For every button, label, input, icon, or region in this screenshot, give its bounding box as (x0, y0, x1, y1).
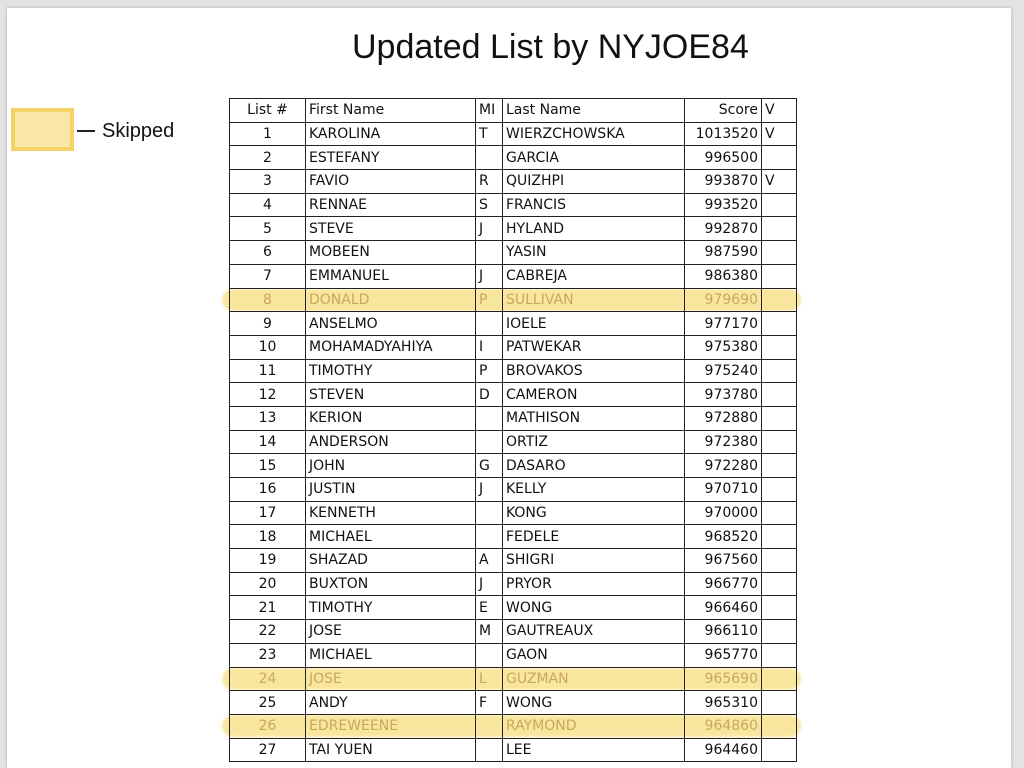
v-cell (762, 525, 797, 549)
table-row (230, 406, 797, 430)
last-name-cell: YASIN (503, 241, 685, 265)
last-name-cell: SHIGRI (503, 549, 685, 573)
list-number-cell: 8 (230, 288, 306, 312)
score-cell: 972380 (685, 430, 762, 454)
v-cell (762, 501, 797, 525)
table-row (230, 549, 797, 573)
table-row (230, 691, 797, 715)
middle-initial-cell: F (476, 691, 503, 715)
middle-initial-cell (476, 525, 503, 549)
v-cell (762, 406, 797, 430)
first-name-cell: ANSELMO (306, 312, 476, 336)
list-number-cell: 7 (230, 264, 306, 288)
v-cell (762, 430, 797, 454)
score-cell: 965690 (685, 667, 762, 691)
last-name-cell: GAON (503, 643, 685, 667)
table-row (230, 170, 797, 194)
score-cell: 965770 (685, 643, 762, 667)
table-row (230, 288, 797, 312)
score-cell: 993870 (685, 170, 762, 194)
first-name-cell: EMMANUEL (306, 264, 476, 288)
legend-label: Skipped (102, 120, 175, 142)
table-row (230, 738, 797, 762)
middle-initial-cell (476, 312, 503, 336)
score-cell: 972880 (685, 406, 762, 430)
middle-initial-cell: P (476, 359, 503, 383)
list-number-cell: 3 (230, 170, 306, 194)
middle-initial-cell: E (476, 596, 503, 620)
header-score: Score (685, 99, 762, 123)
middle-initial-cell: I (476, 335, 503, 359)
table-row (230, 596, 797, 620)
last-name-cell: MATHISON (503, 406, 685, 430)
score-cell: 964860 (685, 714, 762, 738)
last-name-cell: WIERZCHOWSKA (503, 122, 685, 146)
middle-initial-cell: J (476, 572, 503, 596)
score-cell: 967560 (685, 549, 762, 573)
first-name-cell: SHAZAD (306, 549, 476, 573)
middle-initial-cell: G (476, 454, 503, 478)
last-name-cell: SULLIVAN (503, 288, 685, 312)
first-name-cell: MICHAEL (306, 643, 476, 667)
middle-initial-cell (476, 146, 503, 170)
middle-initial-cell: D (476, 383, 503, 407)
score-cell: 972280 (685, 454, 762, 478)
v-cell (762, 620, 797, 644)
last-name-cell: KELLY (503, 478, 685, 502)
v-cell (762, 714, 797, 738)
v-cell (762, 335, 797, 359)
first-name-cell: FAVIO (306, 170, 476, 194)
table-row (230, 714, 797, 738)
middle-initial-cell (476, 241, 503, 265)
first-name-cell: JOHN (306, 454, 476, 478)
score-cell: 992870 (685, 217, 762, 241)
table-row (230, 667, 797, 691)
list-number-cell: 23 (230, 643, 306, 667)
table-row (230, 454, 797, 478)
first-name-cell: STEVEN (306, 383, 476, 407)
table-row (230, 359, 797, 383)
legend-leader-line (77, 130, 95, 132)
last-name-cell: QUIZHPI (503, 170, 685, 194)
last-name-cell: LEE (503, 738, 685, 762)
middle-initial-cell (476, 501, 503, 525)
score-cell: 964460 (685, 738, 762, 762)
table-row (230, 217, 797, 241)
middle-initial-cell: J (476, 478, 503, 502)
v-cell (762, 738, 797, 762)
table-row (230, 643, 797, 667)
v-cell (762, 454, 797, 478)
list-number-cell: 12 (230, 383, 306, 407)
first-name-cell: STEVE (306, 217, 476, 241)
v-cell (762, 691, 797, 715)
v-cell (762, 478, 797, 502)
table-row (230, 525, 797, 549)
legend-swatch (11, 108, 74, 151)
first-name-cell: JUSTIN (306, 478, 476, 502)
score-cell: 1013520 (685, 122, 762, 146)
first-name-cell: KENNETH (306, 501, 476, 525)
header-list-number: List # (230, 99, 306, 123)
table-row (230, 383, 797, 407)
score-cell: 970000 (685, 501, 762, 525)
list-number-cell: 20 (230, 572, 306, 596)
last-name-cell: FEDELE (503, 525, 685, 549)
score-cell: 979690 (685, 288, 762, 312)
v-cell (762, 217, 797, 241)
first-name-cell: TIMOTHY (306, 596, 476, 620)
table-row (230, 312, 797, 336)
score-cell: 970710 (685, 478, 762, 502)
v-cell (762, 596, 797, 620)
list-number-cell: 19 (230, 549, 306, 573)
first-name-cell: JOSE (306, 667, 476, 691)
first-name-cell: KAROLINA (306, 122, 476, 146)
v-cell: V (762, 122, 797, 146)
list-number-cell: 9 (230, 312, 306, 336)
v-cell (762, 549, 797, 573)
list-number-cell: 1 (230, 122, 306, 146)
table-row (230, 501, 797, 525)
last-name-cell: PATWEKAR (503, 335, 685, 359)
v-cell (762, 359, 797, 383)
table-body (230, 122, 797, 762)
first-name-cell: BUXTON (306, 572, 476, 596)
table-row (230, 335, 797, 359)
v-cell (762, 383, 797, 407)
score-cell: 987590 (685, 241, 762, 265)
score-cell: 986380 (685, 264, 762, 288)
page-title: Updated List by NYJOE84 (352, 28, 749, 66)
v-cell (762, 643, 797, 667)
list-number-cell: 16 (230, 478, 306, 502)
first-name-cell: ANDY (306, 691, 476, 715)
last-name-cell: BROVAKOS (503, 359, 685, 383)
middle-initial-cell (476, 738, 503, 762)
list-number-cell: 21 (230, 596, 306, 620)
list-number-cell: 15 (230, 454, 306, 478)
table-row (230, 146, 797, 170)
v-cell (762, 572, 797, 596)
middle-initial-cell: S (476, 193, 503, 217)
last-name-cell: FRANCIS (503, 193, 685, 217)
first-name-cell: TIMOTHY (306, 359, 476, 383)
list-number-cell: 18 (230, 525, 306, 549)
list-number-cell: 11 (230, 359, 306, 383)
last-name-cell: CAMERON (503, 383, 685, 407)
middle-initial-cell: L (476, 667, 503, 691)
list-number-cell: 14 (230, 430, 306, 454)
last-name-cell: CABREJA (503, 264, 685, 288)
score-cell: 993520 (685, 193, 762, 217)
first-name-cell: DONALD (306, 288, 476, 312)
last-name-cell: IOELE (503, 312, 685, 336)
score-cell: 966770 (685, 572, 762, 596)
v-cell (762, 312, 797, 336)
list-number-cell: 6 (230, 241, 306, 265)
score-cell: 977170 (685, 312, 762, 336)
v-cell (762, 193, 797, 217)
middle-initial-cell: R (476, 170, 503, 194)
score-cell: 965310 (685, 691, 762, 715)
score-cell: 966110 (685, 620, 762, 644)
middle-initial-cell: A (476, 549, 503, 573)
list-number-cell: 22 (230, 620, 306, 644)
list-number-cell: 10 (230, 335, 306, 359)
table-row (230, 478, 797, 502)
score-cell: 996500 (685, 146, 762, 170)
last-name-cell: WONG (503, 691, 685, 715)
middle-initial-cell: P (476, 288, 503, 312)
first-name-cell: KERION (306, 406, 476, 430)
list-number-cell: 4 (230, 193, 306, 217)
first-name-cell: MOBEEN (306, 241, 476, 265)
table-row (230, 572, 797, 596)
middle-initial-cell (476, 714, 503, 738)
first-name-cell: MICHAEL (306, 525, 476, 549)
first-name-cell: JOSE (306, 620, 476, 644)
first-name-cell: ANDERSON (306, 430, 476, 454)
first-name-cell: TAI YUEN (306, 738, 476, 762)
table-row (230, 264, 797, 288)
score-cell: 968520 (685, 525, 762, 549)
table-header-row (230, 99, 797, 123)
header-last-name: Last Name (503, 99, 685, 123)
first-name-cell: MOHAMADYAHIYA (306, 335, 476, 359)
middle-initial-cell (476, 406, 503, 430)
v-cell (762, 264, 797, 288)
document-page (7, 8, 1011, 768)
v-cell (762, 146, 797, 170)
score-cell: 973780 (685, 383, 762, 407)
last-name-cell: GUZMAN (503, 667, 685, 691)
first-name-cell: RENNAE (306, 193, 476, 217)
table-row (230, 620, 797, 644)
list-number-cell: 2 (230, 146, 306, 170)
v-cell (762, 288, 797, 312)
last-name-cell: GAUTREAUX (503, 620, 685, 644)
list-number-cell: 26 (230, 714, 306, 738)
last-name-cell: DASARO (503, 454, 685, 478)
v-cell (762, 241, 797, 265)
last-name-cell: GARCIA (503, 146, 685, 170)
last-name-cell: PRYOR (503, 572, 685, 596)
score-cell: 975380 (685, 335, 762, 359)
list-number-cell: 17 (230, 501, 306, 525)
middle-initial-cell (476, 430, 503, 454)
table-row (230, 122, 797, 146)
list-number-cell: 5 (230, 217, 306, 241)
score-cell: 975240 (685, 359, 762, 383)
last-name-cell: WONG (503, 596, 685, 620)
list-number-cell: 27 (230, 738, 306, 762)
v-cell (762, 667, 797, 691)
middle-initial-cell (476, 643, 503, 667)
middle-initial-cell: T (476, 122, 503, 146)
middle-initial-cell: J (476, 217, 503, 241)
list-number-cell: 25 (230, 691, 306, 715)
v-cell: V (762, 170, 797, 194)
score-cell: 966460 (685, 596, 762, 620)
last-name-cell: ORTIZ (503, 430, 685, 454)
header-middle-initial: MI (476, 99, 503, 123)
ranking-table (229, 98, 797, 762)
list-number-cell: 24 (230, 667, 306, 691)
first-name-cell: ESTEFANY (306, 146, 476, 170)
table-row (230, 430, 797, 454)
middle-initial-cell: M (476, 620, 503, 644)
last-name-cell: RAYMOND (503, 714, 685, 738)
header-v: V (762, 99, 797, 123)
last-name-cell: KONG (503, 501, 685, 525)
last-name-cell: HYLAND (503, 217, 685, 241)
table-row (230, 193, 797, 217)
table-row (230, 241, 797, 265)
middle-initial-cell: J (476, 264, 503, 288)
first-name-cell: EDREWEENE (306, 714, 476, 738)
list-number-cell: 13 (230, 406, 306, 430)
header-first-name: First Name (306, 99, 476, 123)
